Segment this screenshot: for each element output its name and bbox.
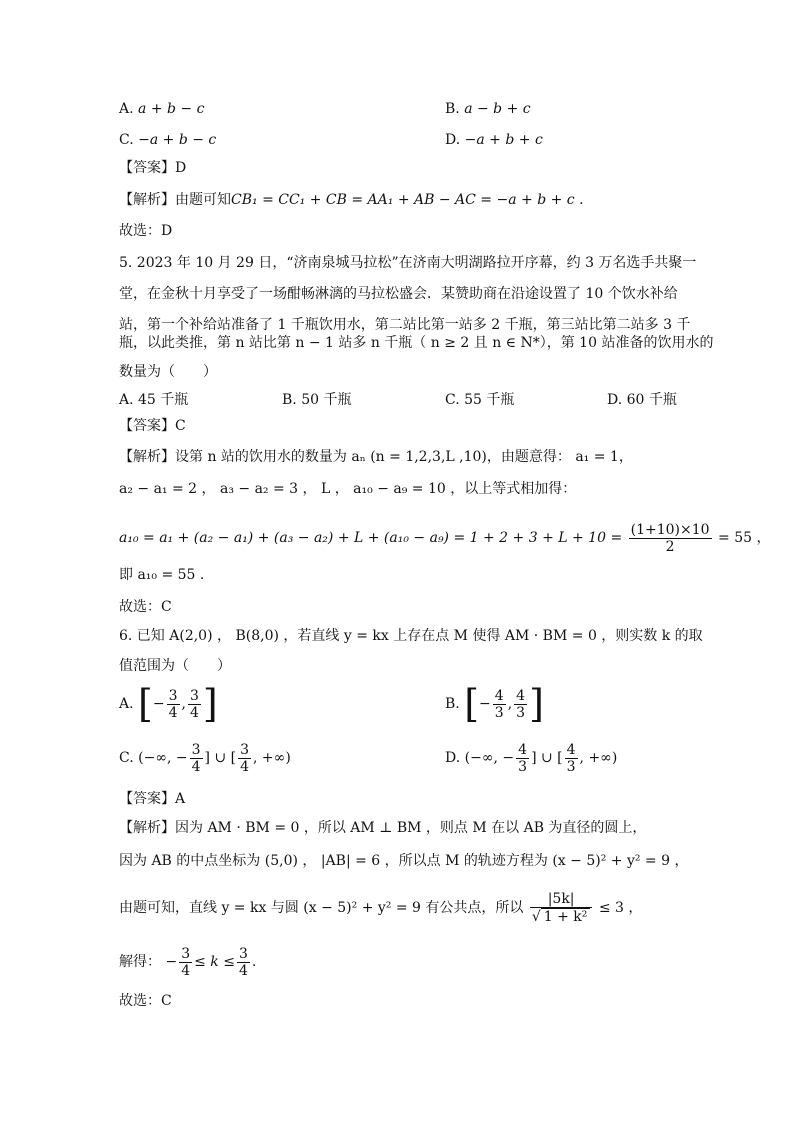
q5-option-a: A. 45 千瓶: [119, 392, 189, 408]
q6-explain-line-1: 【解析】因为 AM · BM = 0 ，所以 AM ⊥ BM ，则点 M 在以 AB 为直径的圆上，: [119, 820, 647, 836]
q4-answer: 【答案】D: [119, 160, 187, 176]
option-label: D.: [445, 132, 461, 148]
explain-text: 由题可知，直线 y = kx 与圆 (x − 5)² + y² = 9 有公共点，所以: [119, 900, 524, 916]
q5-choose: 故选：C: [119, 599, 172, 615]
fraction-denominator: 4: [191, 758, 201, 775]
option-label: D.: [445, 750, 461, 766]
fraction-denominator: 2: [665, 538, 675, 555]
option-expr: a + b − c: [138, 101, 205, 117]
minus-sign: −: [152, 696, 165, 712]
sum-result: = 55 ，: [718, 530, 771, 546]
fraction-numerator: 3: [181, 945, 191, 962]
interval-start: (−∞, −: [464, 750, 515, 766]
fraction-numerator: 3: [189, 687, 199, 704]
q6-option-c: [119, 738, 291, 778]
fraction-numerator: 3: [240, 741, 250, 758]
q5-option-d: D. 60 千瓶: [607, 392, 677, 408]
fraction-numerator: 4: [516, 687, 526, 704]
q6-answer: 【答案】A: [119, 791, 186, 807]
q5-option-c: C. 55 千瓶: [445, 392, 515, 408]
q6-option-d: [445, 738, 617, 778]
right-bracket: ]: [529, 682, 544, 726]
q6-choose: 故选：C: [119, 993, 172, 1009]
option-label: B.: [445, 696, 460, 712]
left-bracket: [: [464, 682, 480, 726]
left-bracket: [: [138, 682, 153, 726]
inequality-middle: ≤ k ≤: [194, 954, 235, 970]
option-expr: a − b + c: [464, 101, 531, 117]
distance-fraction: [530, 891, 593, 925]
q4-option-d: [445, 130, 543, 150]
q5-explain-line-3: [119, 520, 770, 556]
fraction-denominator: 4: [238, 962, 248, 979]
q4-choose: 故选：D: [119, 223, 173, 239]
q6-explain-line-2: 因为 AB 的中点坐标为 (5,0) ， |AB| = 6 ，所以点 M 的轨迹方程为 (x − 5)² + y² = 9 ，: [119, 853, 689, 869]
q5-stem-line-2: 堂，在金秋十月享受了一场酣畅淋漓的马拉松盛会．某赞助商在沿途设置了 10 个饮水补给: [119, 286, 678, 302]
q4-option-a: [119, 99, 204, 119]
option-label: B.: [445, 101, 460, 117]
fraction-numerator: 3: [238, 945, 248, 962]
union-symbol: ] ∪ [: [204, 750, 237, 766]
option-label: A.: [119, 101, 134, 117]
q5-explain-line-2: a₂ − a₁ = 2 ， a₃ − a₂ = 3 ， L ， a₁₀ − a₉ = 10 ，以上等式相加得：: [119, 481, 577, 497]
fraction-numerator: |5k|: [530, 891, 593, 908]
fraction-denominator: 3: [516, 704, 526, 721]
sqrt-content: 1 + k²: [541, 908, 591, 925]
q5-stem-line-5: 数量为（ ）: [119, 364, 217, 380]
explain-expr: CB₁ = CC₁ + CB = AA₁ + AB − AC = −a + b + c .: [231, 192, 584, 208]
fraction-denominator: 4: [168, 704, 178, 721]
fraction-denominator: 4: [189, 704, 199, 721]
option-label: C.: [119, 750, 134, 766]
q6-stem-line-2: 值范围为（ ）: [119, 658, 231, 674]
solve-prefix: 解得： −: [119, 954, 178, 970]
q5-option-b: B. 50 千瓶: [282, 392, 352, 408]
fraction-numerator: 3: [168, 687, 178, 704]
fraction-denominator: 3: [518, 758, 528, 775]
fraction-numerator: 4: [518, 741, 528, 758]
q6-option-b: B. [− $\frac{4}{3}$ , $\frac{4}{3}$ ]: [445, 682, 544, 726]
explain-prefix: 【解析】由题可知: [119, 192, 231, 208]
period: .: [251, 954, 257, 970]
fraction-denominator: √ 1 + k²: [530, 908, 593, 925]
q4-explanation: [119, 190, 584, 210]
fraction-numerator: 4: [566, 741, 576, 758]
fraction-denominator: 3: [566, 758, 576, 775]
q5-explain-line-4: 即 a₁₀ = 55 .: [119, 567, 205, 583]
q4-option-c: [119, 130, 216, 150]
fraction-numerator: 4: [494, 687, 504, 704]
fraction-numerator: 3: [191, 741, 201, 758]
interval-end: , +∞): [579, 750, 618, 766]
option-label: C.: [119, 132, 134, 148]
q6-explain-line-4: [119, 944, 256, 980]
q4-option-b: [445, 99, 531, 119]
fraction-denominator: 4: [181, 962, 191, 979]
option-label: A.: [119, 696, 134, 712]
fraction-denominator: 4: [240, 758, 250, 775]
union-symbol: ] ∪ [: [531, 750, 563, 766]
interval-end: , +∞): [253, 750, 291, 766]
inequality-result: ≤ 3 ，: [598, 900, 643, 916]
q5-explain-line-1: 【解析】设第 n 站的饮用水的数量为 aₙ (n = 1,2,3,L ,10)，由题意得： a₁ = 1，: [119, 449, 633, 465]
q6-option-a: A. [− $\frac{3}{4}$ , $\frac{3}{4}$ ]: [119, 682, 218, 726]
minus-sign: −: [479, 696, 491, 712]
interval-start: (−∞, −: [138, 750, 188, 766]
sum-expression: a₁₀ = a₁ + (a₂ − a₁) + (a₃ − a₂) + L + (a₁₀ − a₉) = 1 + 2 + 3 + L + 10 =: [119, 530, 623, 546]
q6-stem-line-1: 6. 已知 A(2,0) ， B(8,0) ，若直线 y = kx 上存在点 M 使得 AM · BM = 0 ，则实数 k 的取: [119, 628, 703, 644]
option-expr: −a + b + c: [464, 132, 543, 148]
fraction-denominator: 3: [494, 704, 504, 721]
q6-explain-line-3: [119, 888, 642, 928]
sum-fraction: [629, 522, 712, 555]
right-bracket: ]: [202, 682, 218, 726]
q5-stem-line-1: 5. 2023 年 10 月 29 日，“济南泉城马拉松”在济南大明湖路拉开序幕，约 3 万名选手共聚一: [119, 255, 697, 271]
option-expr: −a + b − c: [138, 132, 217, 148]
q5-stem-line-4: 瓶，以此类推，第 n 站比第 n − 1 站多 n 千瓶（ n ≥ 2 且 n ∈ N*），第 10 站准备的饮用水的: [119, 335, 714, 351]
q5-answer: 【答案】C: [119, 418, 186, 434]
q5-stem-line-3: 站，第一个补给站准备了 1 千瓶饮用水，第二站比第一站多 2 千瓶，第三站比第二站多 3 千: [119, 317, 691, 333]
fraction-numerator: (1+10)×10: [630, 521, 710, 538]
